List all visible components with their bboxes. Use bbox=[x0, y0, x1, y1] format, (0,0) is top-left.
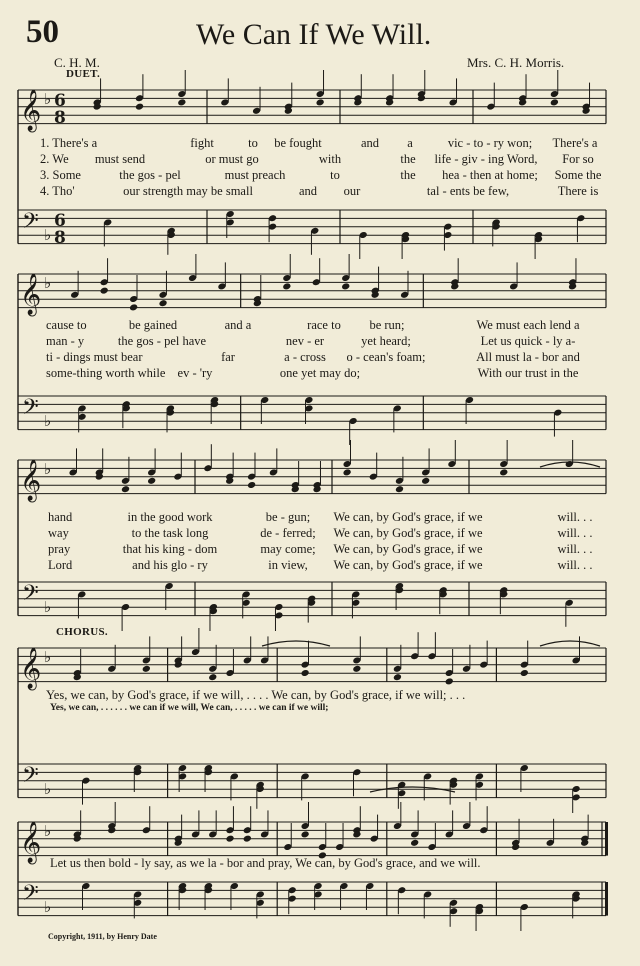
treble-note bbox=[147, 477, 156, 485]
lyric-syllable-group: must preach bbox=[224, 168, 286, 182]
lyric-syllable-group: o - cean's foam; bbox=[346, 350, 426, 364]
treble-note bbox=[395, 485, 404, 493]
treble-note bbox=[208, 673, 217, 681]
treble-note bbox=[421, 477, 430, 485]
lyric-syllable-group: 4. Tho' bbox=[40, 184, 75, 198]
time-signature-bottom: 8 bbox=[54, 228, 66, 248]
treble-note bbox=[352, 665, 361, 673]
treble-note bbox=[316, 98, 325, 106]
treble-note bbox=[550, 98, 559, 106]
lyric-syllable-group: We can, by God's grace, if we bbox=[333, 526, 483, 540]
hymn-number: 50 bbox=[26, 14, 59, 50]
bass-clef-icon: 𝄢 bbox=[22, 395, 39, 425]
treble-note bbox=[341, 282, 350, 290]
lyric-line bbox=[0, 558, 640, 572]
lyric-syllable-group: in the good work bbox=[127, 510, 213, 524]
treble-clef-icon: 𝄞 bbox=[20, 90, 42, 131]
bass-clef-icon: 𝄢 bbox=[22, 881, 39, 911]
lyric-syllable-group: Lord bbox=[48, 558, 73, 572]
treble-note bbox=[301, 669, 310, 677]
lyric-syllable-group: life - giv - ing Word, bbox=[434, 152, 538, 166]
treble-note bbox=[301, 830, 310, 838]
lyric-syllable-group: be run; bbox=[369, 318, 405, 332]
key-signature-flat: ♭ bbox=[44, 274, 52, 292]
lyric-syllable-group: hea - then at home; bbox=[442, 168, 538, 182]
lyric-syllable-group: be - gun; bbox=[265, 510, 311, 524]
lyric-line bbox=[0, 152, 640, 166]
lyric-syllable-group: There is bbox=[557, 184, 599, 198]
treble-clef-icon: 𝄞 bbox=[20, 822, 42, 863]
lyric-syllable-group: in view, bbox=[268, 558, 308, 572]
lyric-syllable-group: the bbox=[400, 168, 416, 182]
treble-clef-icon: 𝄞 bbox=[20, 460, 42, 501]
key-signature-flat: ♭ bbox=[44, 898, 52, 916]
lyric-syllable-group: to bbox=[248, 136, 258, 150]
lyric-syllable-group: 2. We bbox=[40, 152, 69, 166]
lyric-line bbox=[0, 318, 640, 332]
lyric-syllable-group: way bbox=[48, 526, 69, 540]
lyric-syllable-group: race to bbox=[307, 318, 341, 332]
lyric-syllable-group: nev - er bbox=[285, 334, 325, 348]
lyric-line bbox=[0, 542, 640, 556]
bass-clef-icon: 𝄢 bbox=[22, 581, 39, 611]
lyric-line bbox=[0, 366, 640, 380]
treble-note bbox=[142, 665, 151, 673]
final-barline bbox=[605, 822, 608, 856]
lyric-syllable-group: cause to bbox=[46, 318, 87, 332]
lyric-syllable-group: ev - 'ry bbox=[177, 366, 213, 380]
treble-note bbox=[135, 103, 144, 111]
chorus-lyric-text: Let us then bold - ly say, as we la - bor and pray, We can, by God's grace, and we will. bbox=[50, 856, 481, 870]
lyric-syllable-group: will. . . bbox=[557, 526, 593, 540]
lyric-syllable-group: yet heard; bbox=[361, 334, 411, 348]
lyric-syllable-group: the bbox=[400, 152, 416, 166]
treble-note bbox=[247, 481, 256, 489]
lyric-syllable-group: our strength may be small bbox=[123, 184, 253, 198]
key-signature-flat: ♭ bbox=[44, 412, 52, 430]
lyric-syllable-group: Some the bbox=[554, 168, 602, 182]
tie-arc bbox=[262, 641, 330, 646]
author-credit: Mrs. C. H. Morris. bbox=[467, 55, 565, 70]
lyric-syllable-group: must send bbox=[94, 152, 146, 166]
key-signature-flat: ♭ bbox=[44, 780, 52, 798]
treble-note bbox=[177, 98, 186, 106]
lyric-line bbox=[0, 526, 640, 540]
lyric-syllable-group: a - cross bbox=[284, 350, 326, 364]
chorus-label: CHORUS. bbox=[56, 626, 108, 638]
treble-note bbox=[393, 673, 402, 681]
lyric-syllable-group: be fought bbox=[274, 136, 322, 150]
lyric-syllable-group: and bbox=[360, 136, 380, 150]
lyric-syllable-group: vic - to - ry won; bbox=[447, 136, 533, 150]
key-signature-flat: ♭ bbox=[44, 648, 52, 666]
key-signature-flat: ♭ bbox=[44, 598, 52, 616]
lyric-syllable-group: with bbox=[318, 152, 342, 166]
lyric-syllable-group: some-thing worth while bbox=[46, 366, 166, 380]
chorus-lyric-line bbox=[0, 688, 640, 702]
lyric-syllable-group: a bbox=[407, 136, 413, 150]
treble-note bbox=[410, 839, 419, 847]
lyric-syllable-group: man - y bbox=[46, 334, 85, 348]
lyric-syllable-group: With our trust in the bbox=[477, 366, 579, 380]
lyric-line bbox=[0, 350, 640, 364]
lyric-syllable-group: the gos - pel have bbox=[117, 334, 207, 348]
treble-note bbox=[445, 677, 454, 685]
lyric-syllable-group: to bbox=[330, 168, 340, 182]
lyric-syllable-group: will. . . bbox=[557, 542, 593, 556]
time-signature-bottom: 8 bbox=[54, 108, 66, 128]
lyric-syllable-group: ti - dings must bear bbox=[46, 350, 143, 364]
lyric-syllable-group: We must each lend a bbox=[476, 318, 580, 332]
lyric-syllable-group: our bbox=[343, 184, 361, 198]
lyric-syllable-group: We can, by God's grace, if we bbox=[333, 542, 483, 556]
lyric-syllable-group: hand bbox=[48, 510, 73, 524]
treble-note bbox=[243, 835, 252, 843]
key-signature-flat: ♭ bbox=[44, 460, 52, 478]
treble-note bbox=[121, 485, 130, 493]
lyric-line bbox=[0, 334, 640, 348]
tie-arc bbox=[540, 641, 600, 646]
lyric-syllable-group: one yet may do; bbox=[279, 366, 361, 380]
lyric-syllable-group: and his glo - ry bbox=[132, 558, 208, 572]
chorus-lyric-line bbox=[0, 856, 640, 870]
lyric-syllable-group: or must go bbox=[205, 152, 259, 166]
bass-clef-icon: 𝄢 bbox=[22, 209, 39, 239]
final-barline bbox=[605, 882, 608, 916]
lyric-syllable-group: and bbox=[298, 184, 318, 198]
lyric-syllable-group: and a bbox=[224, 318, 252, 332]
lyric-syllable-group: that his king - dom bbox=[122, 542, 218, 556]
lyric-syllable-group: 3. Some bbox=[40, 168, 81, 182]
duet-label: DUET. bbox=[66, 68, 100, 80]
lyric-syllable-group: will. . . bbox=[557, 510, 593, 524]
chorus-lyric-text: Yes, we can, . . . . . . we can if we will, We can, . . . . . we can if we will; bbox=[50, 703, 329, 713]
lyric-syllable-group: We can, by God's grace, if we bbox=[333, 558, 483, 572]
bass-clef-icon: 𝄢 bbox=[22, 763, 39, 793]
lyric-line bbox=[0, 136, 640, 150]
lyric-syllable-group: 1. There's a bbox=[40, 136, 98, 150]
lyric-syllable-group: be gained bbox=[128, 318, 178, 332]
lyric-syllable-group: For so bbox=[562, 152, 594, 166]
time-signature-top: 6 bbox=[54, 211, 66, 231]
chorus-lyric-text: Yes, we can, by God's grace, if we will, . . . . We can, by God's grace, if we will; . . . bbox=[46, 688, 466, 702]
copyright-notice: Copyright, 1911, by Henry Date bbox=[48, 932, 157, 941]
lyric-line bbox=[0, 510, 640, 524]
key-signature-flat: ♭ bbox=[44, 822, 52, 840]
chorus-lyric-line bbox=[0, 703, 640, 717]
key-signature-flat: ♭ bbox=[44, 90, 52, 108]
treble-note bbox=[499, 468, 508, 476]
hymn-title: We Can If We Will. bbox=[196, 18, 432, 51]
lyric-syllable-group: the gos - pel bbox=[119, 168, 181, 182]
treble-clef-icon: 𝄞 bbox=[20, 274, 42, 315]
lyric-syllable-group: de - ferred; bbox=[260, 526, 316, 540]
lyric-syllable-group: pray bbox=[48, 542, 71, 556]
key-signature-flat: ♭ bbox=[44, 226, 52, 244]
lyric-syllable-group: will. . . bbox=[557, 558, 593, 572]
lyric-syllable-group: fight bbox=[190, 136, 214, 150]
treble-note bbox=[520, 669, 529, 677]
treble-note bbox=[282, 282, 291, 290]
treble-note bbox=[100, 287, 109, 295]
treble-note bbox=[225, 835, 234, 843]
composer-credit: C. H. M. bbox=[54, 55, 100, 70]
lyric-syllable-group: to the task long bbox=[131, 526, 209, 540]
lyric-line bbox=[0, 168, 640, 182]
lyric-syllable-group: Let us quick - ly a- bbox=[480, 334, 576, 348]
treble-clef-icon: 𝄞 bbox=[20, 648, 42, 689]
time-signature-top: 6 bbox=[54, 91, 66, 111]
treble-note bbox=[158, 299, 167, 307]
lyric-syllable-group: There's a bbox=[552, 136, 598, 150]
lyric-syllable-group: far bbox=[221, 350, 235, 364]
treble-note bbox=[343, 468, 352, 476]
treble-note bbox=[129, 303, 138, 311]
lyric-syllable-group: We can, by God's grace, if we bbox=[333, 510, 483, 524]
lyric-syllable-group: tal - ents be few, bbox=[426, 184, 510, 198]
lyric-syllable-group: may come; bbox=[260, 542, 316, 556]
lyric-line bbox=[0, 184, 640, 198]
lyric-syllable-group: All must la - bor and bbox=[476, 350, 580, 364]
